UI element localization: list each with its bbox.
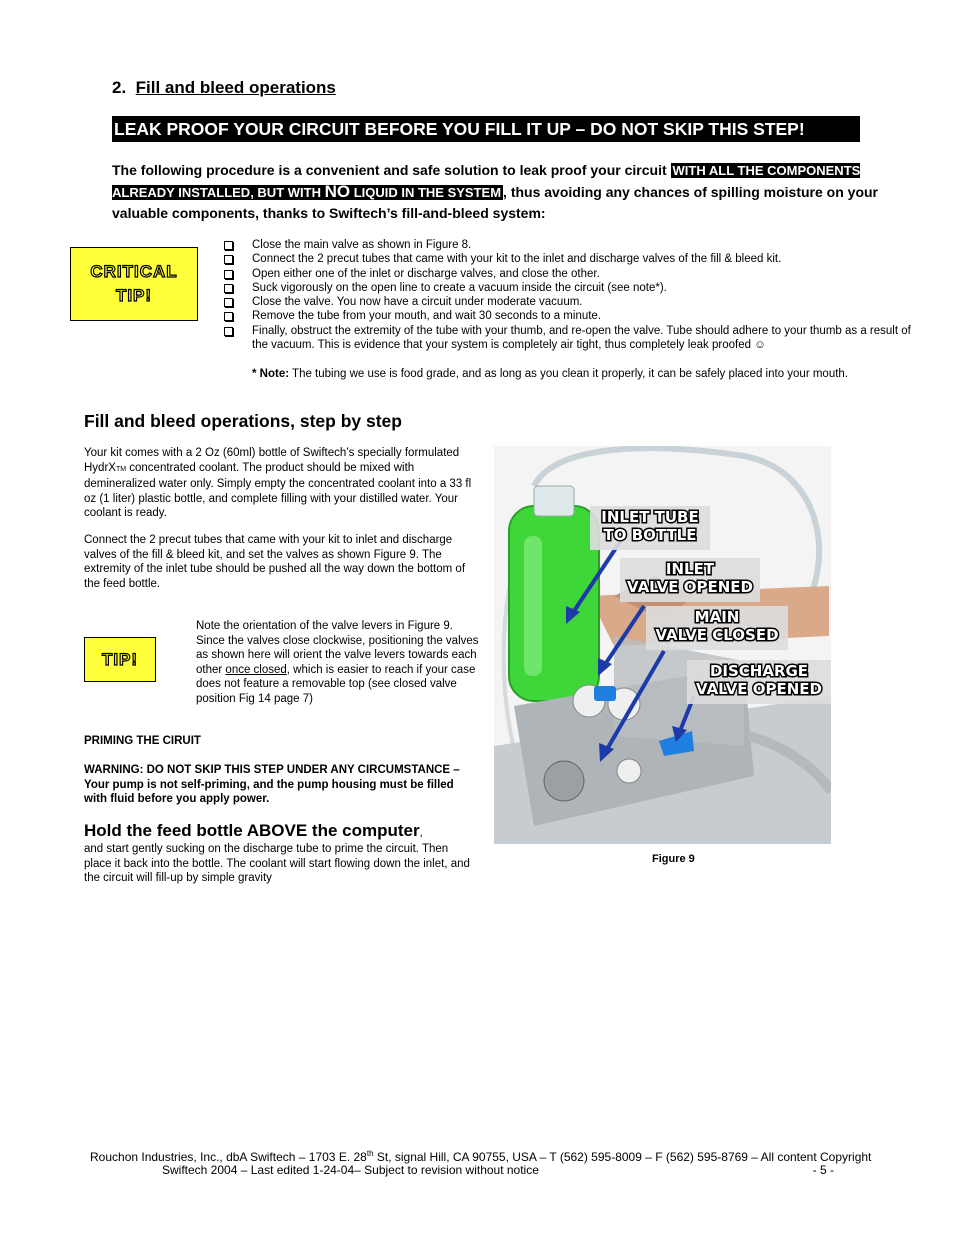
- figure-label-line2: VALVE CLOSED: [655, 626, 779, 644]
- checklist-text: Remove the tube from your mouth, and wait 30 seconds to a minute.: [252, 310, 602, 323]
- figure-caption: Figure 9: [652, 853, 695, 865]
- priming-warning: WARNING: DO NOT SKIP THIS STEP UNDER ANY CIRCUMSTANCE – Your pump is not self-priming, and the pump housing must be filled with fluid before you apply power.: [84, 764, 460, 806]
- figure-label-line1: MAIN: [694, 608, 740, 626]
- checkbox-icon: [224, 284, 233, 293]
- critical-tip-line1: CRITICAL: [90, 262, 178, 281]
- trademark-mark: TM: [115, 465, 127, 473]
- figure-label-inlet-tube: [590, 506, 710, 550]
- intro-paragraph: [112, 160, 912, 224]
- hold-heading-comma: ,: [419, 827, 423, 839]
- checklist-item: [224, 281, 914, 295]
- section-title: [112, 78, 336, 98]
- footer-address-b: St, signal Hill, CA 90755, USA – T (562) 595-8009 – F (562) 595-8769 – All content Copyright: [373, 1150, 872, 1164]
- footer-line-2: [162, 1163, 834, 1177]
- checklist-item: [224, 309, 914, 323]
- intro-highlight-part1: WITH ALL THE COMPONENTS ALREADY INSTALLED, BUT WITH: [112, 163, 861, 200]
- intro-tail: , thus avoiding any chances of spilling moisture on your valuable components, thanks to Swiftech’s fill-and-bleed system:: [112, 184, 878, 221]
- figure-label-line2: VALVE OPENED: [626, 578, 753, 596]
- hold-heading-text: Hold the feed bottle ABOVE the computer: [84, 821, 420, 840]
- figure-9-photo: [494, 446, 831, 844]
- critical-tip-line2: TIP!: [115, 286, 153, 305]
- priming-heading: PRIMING THE CIRUIT: [84, 735, 201, 747]
- tip-badge: TIP!: [84, 637, 156, 682]
- footer-line-1: [90, 1149, 910, 1164]
- valve-text-a: Note the orientation of the valve levers in Figure 9. Since the valves close clockwise, positioning the valves as shown here will orient the valve levers towards each other: [196, 620, 479, 676]
- checkbox-icon: [224, 327, 233, 336]
- checklist-item: [224, 295, 914, 309]
- checkbox-icon: [224, 298, 233, 307]
- checklist-item: [224, 252, 914, 266]
- coolant-text-b: concentrated coolant. The product should be mixed with demineralized water only. Simply empty the concentrated coolant into a 33 fl oz (1 liter) plastic bottle, and complete filling with your distilled water. Your coolant is ready.: [84, 461, 472, 520]
- valve-orientation-paragraph: [196, 619, 480, 707]
- intro-lead: The following procedure is a convenient and safe solution to leak proof your circuit: [112, 162, 671, 178]
- checklist-text: Connect the 2 precut tubes that came with your kit to the inlet and discharge valves of the fill & bleed kit.: [252, 253, 782, 266]
- coolant-paragraph: [84, 446, 474, 521]
- figure-label-discharge-valve: [687, 660, 831, 704]
- checkbox-icon: [224, 241, 233, 250]
- connect-tubes-paragraph: Connect the 2 precut tubes that came with your kit to inlet and discharge valves of the fill & bleed kit, and set the valves as shown Figure 9. The extremity of the inlet tube should be pushed all the way down the bottom of the feed bottle.: [84, 534, 466, 590]
- figure-label-line1: INLET TUBE: [601, 508, 699, 526]
- note-text: The tubing we use is food grade, and as long as you clean it properly, it can be safely placed into your mouth.: [289, 368, 849, 380]
- hold-bottle-heading: [84, 821, 423, 841]
- figure-label-line2: VALVE OPENED: [695, 680, 822, 698]
- intro-highlight-no: NO: [324, 182, 351, 201]
- footer-revision-note: Swiftech 2004 – Last edited 1-24-04– Subject to revision without notice: [162, 1163, 539, 1177]
- coolant-text-a: Your kit comes with a 2 Oz (60ml) bottle of Swiftech’s specially formulated HydrX: [84, 447, 460, 474]
- checklist-text: Finally, obstruct the extremity of the tube with your thumb, and re-open the valve. Tube should adhere to your thumb as a result of the vacuum. This is evidence that your system is completely air tight, thus completely leak proofed ☺: [252, 324, 911, 352]
- checkbox-icon: [224, 255, 233, 264]
- intro-highlight-part2: LIQUID IN THE SYSTEM: [350, 185, 502, 200]
- figure-label-line1: DISCHARGE: [709, 662, 809, 680]
- section-number: 2.: [112, 78, 127, 97]
- figure-label-main-valve: [646, 606, 788, 650]
- warning-banner: LEAK PROOF YOUR CIRCUIT BEFORE YOU FILL IT UP – DO NOT SKIP THIS STEP!: [112, 116, 860, 142]
- checklist-item: [224, 324, 914, 353]
- figure-label-line2: TO BOTTLE: [603, 526, 697, 544]
- valve-text-underlined: once closed: [225, 663, 287, 676]
- food-grade-note: [252, 368, 922, 380]
- leak-proof-checklist: [224, 238, 914, 352]
- checkbox-icon: [224, 270, 233, 279]
- checklist-text: Open either one of the inlet or discharge valves, and close the other.: [252, 267, 600, 280]
- note-label: * Note:: [252, 368, 290, 380]
- gravity-fill-paragraph: and start gently sucking on the discharge tube to prime the circuit. Then place it back into the bottle. The coolant will start flowing down the inlet, and the circuit will fill-up by simple gravity: [84, 843, 470, 885]
- figure-label-line1: INLET: [665, 560, 715, 578]
- checkbox-icon: [224, 312, 233, 321]
- checklist-text: Close the main valve as shown in Figure 8.: [252, 239, 472, 251]
- step-by-step-heading: Fill and bleed operations, step by step: [84, 411, 402, 431]
- section-title-text: Fill and bleed operations: [135, 78, 336, 97]
- page-number: - 5 -: [812, 1163, 834, 1177]
- checklist-text: Suck vigorously on the open line to create a vacuum inside the circuit (see note*).: [252, 281, 667, 294]
- footer-address-a: Rouchon Industries, Inc., dbA Swiftech – 1703 E. 28: [90, 1150, 367, 1164]
- checklist-item: [224, 267, 914, 281]
- critical-tip-badge: [70, 247, 198, 321]
- checklist-text: Close the valve. You now have a circuit under moderate vacuum.: [252, 296, 583, 309]
- valve-text-b: , which is easier to reach if your case does not feature a removable top (see closed valve position Fig 14 page 7): [196, 663, 476, 705]
- figure-label-inlet-valve: [620, 558, 760, 602]
- footer-superscript: th: [366, 1149, 374, 1158]
- checklist-item: [224, 238, 914, 252]
